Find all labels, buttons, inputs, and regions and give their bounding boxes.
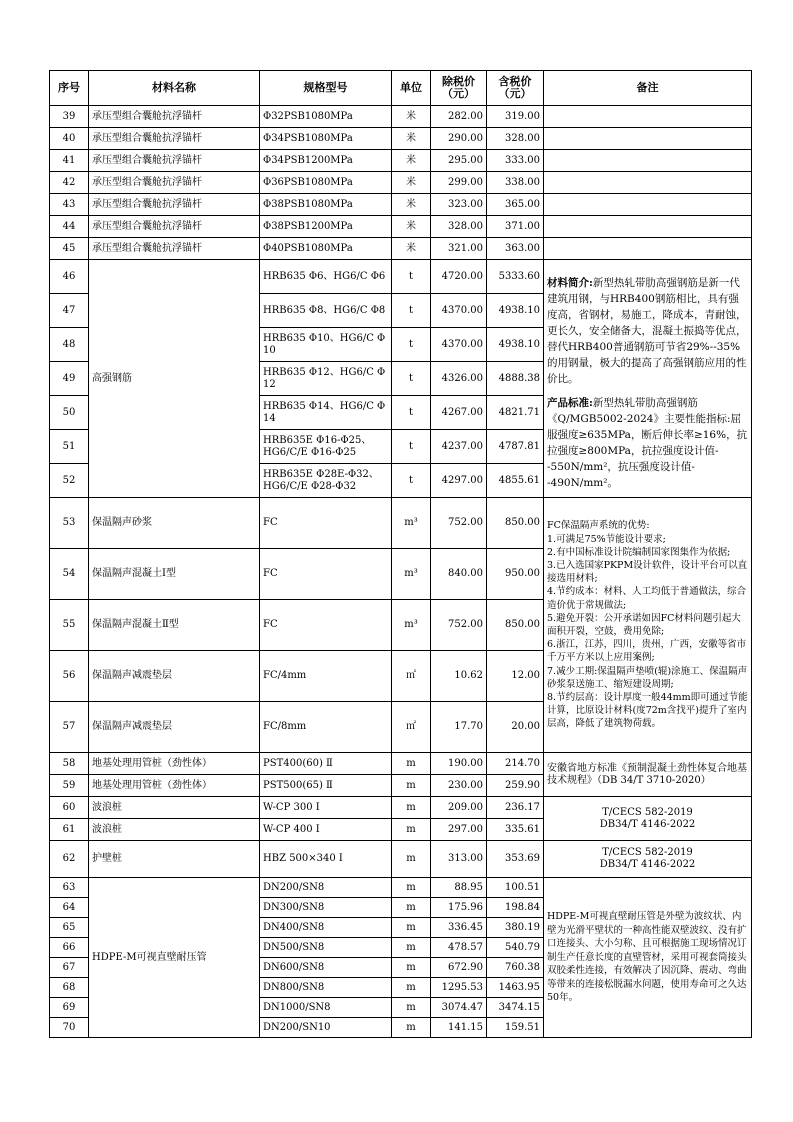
unit-cell: m	[392, 753, 431, 775]
spec-cell: Φ36PSB1080MPa	[260, 172, 392, 194]
row-no: 67	[50, 958, 89, 978]
price-in-cell: 335.61	[487, 819, 544, 841]
spec-line: HRB635E Φ16-Φ25、	[263, 434, 372, 446]
price-in-cell: 319.00	[487, 106, 544, 128]
price-ex-cell: 88.95	[431, 878, 487, 898]
unit-cell: 米	[392, 172, 431, 194]
price-ex-cell: 17.70	[431, 702, 487, 753]
row-no: 56	[50, 651, 89, 702]
row-no: 40	[50, 128, 89, 150]
wave-note-line: T/CECS 582-2019	[602, 806, 693, 818]
steel-std-text: 新型热轧带肋高强钢筋《Q/MGB5002-2024》主要性能指标:屈服强度≥635MPa，断后伸长率≥16%，抗拉强度≥800MPa，抗拉强度设计值--550N/mm²，抗压强度设计值--490N/mm²。	[547, 396, 748, 489]
price-in-cell: 850.00	[487, 498, 544, 549]
material-name-steel: 高强钢筋	[89, 260, 260, 498]
row-no: 43	[50, 194, 89, 216]
spec-cell	[260, 294, 392, 328]
spec-cell: Φ34PSB1080MPa	[260, 128, 392, 150]
spec-cell: Φ40PSB1080MPa	[260, 238, 392, 260]
row-no: 45	[50, 238, 89, 260]
unit-cell: m	[392, 819, 431, 841]
price-ex-cell: 190.00	[431, 753, 487, 775]
unit-cell: m	[392, 958, 431, 978]
unit-cell: t	[392, 362, 431, 396]
row-no: 54	[50, 549, 89, 600]
price-ex-cell: 328.00	[431, 216, 487, 238]
price-in-cell: 159.51	[487, 1018, 544, 1038]
table-row	[50, 150, 752, 172]
row-no: 49	[50, 362, 89, 396]
table-row	[50, 878, 752, 898]
price-ex-cell: 313.00	[431, 841, 487, 878]
unit-cell: ㎡	[392, 651, 431, 702]
table-row	[50, 841, 752, 878]
unit-cell: 米	[392, 216, 431, 238]
spec-line: HRB635 Φ8、HG6/C Φ8	[263, 304, 386, 316]
spec-cell: DN300/SN8	[260, 898, 392, 918]
row-no: 68	[50, 978, 89, 998]
spec-cell: PST400(60) Ⅱ	[260, 753, 392, 775]
spec-cell	[260, 396, 392, 430]
spec-cell: FC/4mm	[260, 651, 392, 702]
price-in-cell: 4787.81	[487, 430, 544, 464]
spec-line: HRB635 Φ14、HG6/C Φ	[263, 400, 386, 412]
row-no: 47	[50, 294, 89, 328]
fc-note-line: 4.节约成本：材料、人工均低于普通做法，综合造价优于常规做法;	[547, 586, 747, 611]
material-name: 保温隔声砂浆	[89, 498, 260, 549]
spec-line: HRB635E Φ28E-Φ32、	[263, 468, 379, 480]
price-in-cell: 4855.61	[487, 464, 544, 498]
spec-cell: DN600/SN8	[260, 958, 392, 978]
header-name: 材料名称	[89, 71, 260, 106]
row-no: 66	[50, 938, 89, 958]
fc-note-line: 2.有中国标准设计院编制国家图集作为依据;	[547, 546, 731, 558]
price-in-cell: 214.70	[487, 753, 544, 775]
guard-note-line: DB34/T 4146-2022	[599, 859, 696, 870]
header-price-ex: 除税价 （元）	[431, 71, 487, 106]
price-ex-cell: 321.00	[431, 238, 487, 260]
price-in-cell: 259.90	[487, 775, 544, 797]
price-in-cell: 333.00	[487, 150, 544, 172]
unit-cell: m	[392, 878, 431, 898]
spec-line: 14	[263, 412, 276, 424]
spec-cell: Φ32PSB1080MPa	[260, 106, 392, 128]
material-name: 护壁桩	[89, 841, 260, 878]
spec-cell: PST500(65) Ⅱ	[260, 775, 392, 797]
price-ex-cell: 141.15	[431, 1018, 487, 1038]
price-in-cell: 338.00	[487, 172, 544, 194]
wave-note-line: DB34/T 4146-2022	[599, 818, 696, 830]
wave-note	[544, 797, 752, 841]
row-no: 57	[50, 702, 89, 753]
steel-std-label: 产品标准:	[547, 396, 593, 409]
header-unit: 单位	[392, 71, 431, 106]
material-name: 保温隔声减震垫层	[89, 651, 260, 702]
price-in-cell: 380.19	[487, 918, 544, 938]
price-ex-cell: 295.00	[431, 150, 487, 172]
spec-cell: DN500/SN8	[260, 938, 392, 958]
price-in-cell: 3474.15	[487, 998, 544, 1018]
price-ex-cell: 4370.00	[431, 328, 487, 362]
row-no: 51	[50, 430, 89, 464]
price-ex-cell: 4326.00	[431, 362, 487, 396]
spec-cell: W-CP 400 Ⅰ	[260, 819, 392, 841]
price-in-cell: 4821.71	[487, 396, 544, 430]
row-no: 63	[50, 878, 89, 898]
price-in-cell: 950.00	[487, 549, 544, 600]
material-name: 承压型组合囊舱抗浮锚杆	[89, 194, 260, 216]
spec-line: HG6/C/E Φ16-Φ25	[263, 446, 357, 458]
steel-intro	[547, 275, 748, 387]
material-name: 保温隔声减震垫层	[89, 702, 260, 753]
spec-line: HRB635 Φ6、HG6/C Φ6	[263, 270, 386, 282]
table-row	[50, 128, 752, 150]
price-ex-cell: 290.00	[431, 128, 487, 150]
table-row	[50, 194, 752, 216]
header-spec: 规格型号	[260, 71, 392, 106]
header-seq: 序号	[50, 71, 89, 106]
row-no: 39	[50, 106, 89, 128]
unit-cell: 米	[392, 150, 431, 172]
guard-note-line: T/CECS 582-2019	[602, 847, 693, 858]
unit-cell: 米	[392, 106, 431, 128]
steel-intro-text: 新型热轧带肋高强钢筋是新一代建筑用钢，与HRB400钢筋相比，具有强度高，省钢材，易施工，降成本，青耐蚀，更长久，安全储备大，混凝土振捣等优点，替代HRB400普通钢筋可节省29%--35%的用钢量，极大的提高了高强钢筋应用的性价比。	[547, 276, 747, 385]
table-row	[50, 753, 752, 775]
row-no: 41	[50, 150, 89, 172]
unit-cell: m	[392, 898, 431, 918]
spec-line: HRB635 Φ10、HG6/C Φ	[263, 332, 386, 344]
row-no: 60	[50, 797, 89, 819]
material-name: 保温隔声混凝土Ⅰ型	[89, 549, 260, 600]
material-name-hdpe: HDPE-M可视直壁耐压管	[89, 878, 260, 1038]
row-no: 50	[50, 396, 89, 430]
price-table	[49, 70, 752, 1038]
material-name: 承压型组合囊舱抗浮锚杆	[89, 128, 260, 150]
unit-cell: m³	[392, 549, 431, 600]
remark-cell	[544, 238, 752, 260]
spec-line: 12	[263, 378, 276, 390]
unit-cell: m³	[392, 600, 431, 651]
spec-cell: DN400/SN8	[260, 918, 392, 938]
table-row	[50, 498, 752, 549]
row-no: 44	[50, 216, 89, 238]
row-no: 53	[50, 498, 89, 549]
unit-cell: 米	[392, 238, 431, 260]
price-ex-cell: 1295.53	[431, 978, 487, 998]
price-ex-cell: 10.62	[431, 651, 487, 702]
table-row	[50, 238, 752, 260]
spec-cell: FC	[260, 549, 392, 600]
unit-cell: m³	[392, 498, 431, 549]
table-row	[50, 106, 752, 128]
price-ex-cell: 3074.47	[431, 998, 487, 1018]
spec-cell: DN1000/SN8	[260, 998, 392, 1018]
row-no: 70	[50, 1018, 89, 1038]
spec-cell: DN800/SN8	[260, 978, 392, 998]
price-in-cell: 4938.10	[487, 328, 544, 362]
fc-note-line: 3.已入选国家PKPM设计软件，设计平台可以直接选用材料;	[547, 559, 748, 585]
material-name: 地基处理用管桩（劲性体）	[89, 775, 260, 797]
price-ex-cell: 4237.00	[431, 430, 487, 464]
spec-cell	[260, 260, 392, 294]
material-name: 承压型组合囊舱抗浮锚杆	[89, 172, 260, 194]
spec-cell: Φ38PSB1200MPa	[260, 216, 392, 238]
remark-cell	[544, 106, 752, 128]
header-row	[50, 71, 752, 106]
remark-cell	[544, 216, 752, 238]
material-name: 波浪桩	[89, 797, 260, 819]
unit-cell: t	[392, 260, 431, 294]
fc-note-line: 1.可满足75%节能设计要求;	[547, 533, 666, 545]
fc-note-line: 6.浙江，江苏，四川，贵州，广西，安徽等省市千万平方米以上应用案例;	[547, 639, 747, 664]
price-in-cell: 236.17	[487, 797, 544, 819]
price-ex-cell: 323.00	[431, 194, 487, 216]
table-body	[50, 106, 752, 1038]
row-no: 69	[50, 998, 89, 1018]
unit-cell: m	[392, 978, 431, 998]
price-ex-cell: 840.00	[431, 549, 487, 600]
price-in-cell: 363.00	[487, 238, 544, 260]
spec-cell: Φ34PSB1200MPa	[260, 150, 392, 172]
unit-cell: m	[392, 998, 431, 1018]
spec-line: HRB635 Φ12、HG6/C Φ	[263, 366, 386, 378]
price-in-cell: 100.51	[487, 878, 544, 898]
steel-intro-label: 材料简介:	[547, 276, 593, 289]
spec-cell	[260, 464, 392, 498]
price-in-cell: 198.84	[487, 898, 544, 918]
header-price-in: 含税价 （元）	[487, 71, 544, 106]
table-row	[50, 260, 752, 294]
spec-line: HG6/C/E Φ28-Φ32	[263, 480, 357, 492]
header-remark: 备注	[544, 71, 752, 106]
unit-cell: m	[392, 938, 431, 958]
row-no: 64	[50, 898, 89, 918]
pile-note: 安徽省地方标准《预制混凝土劲性体复合地基技术规程》（DB 34/T 3710-2020）	[544, 753, 752, 797]
row-no: 55	[50, 600, 89, 651]
price-in-cell: 365.00	[487, 194, 544, 216]
price-in-cell: 850.00	[487, 600, 544, 651]
price-ex-cell: 282.00	[431, 106, 487, 128]
price-in-cell: 1463.95	[487, 978, 544, 998]
row-no: 48	[50, 328, 89, 362]
row-no: 65	[50, 918, 89, 938]
row-no: 52	[50, 464, 89, 498]
fc-note-line: 7.减少工期:保温隔声垫喷(辊)涂施工、保温隔声砂浆泵送施工、缩短建设周期;	[547, 665, 748, 690]
steel-standard	[547, 395, 748, 491]
row-no: 61	[50, 819, 89, 841]
unit-cell: m	[392, 1018, 431, 1038]
unit-cell: m	[392, 841, 431, 878]
fc-note	[544, 498, 752, 753]
row-no: 58	[50, 753, 89, 775]
price-ex-cell: 4267.00	[431, 396, 487, 430]
spec-cell	[260, 362, 392, 396]
fc-note-line: FC保温隔声系统的优势:	[547, 520, 650, 532]
price-in-cell: 328.00	[487, 128, 544, 150]
price-in-cell: 5333.60	[487, 260, 544, 294]
price-ex-cell: 4720.00	[431, 260, 487, 294]
material-name: 承压型组合囊舱抗浮锚杆	[89, 150, 260, 172]
table-row	[50, 216, 752, 238]
price-in-cell: 353.69	[487, 841, 544, 878]
unit-cell: t	[392, 464, 431, 498]
price-ex-cell: 752.00	[431, 600, 487, 651]
unit-cell: t	[392, 396, 431, 430]
remark-cell	[544, 194, 752, 216]
remark-cell	[544, 172, 752, 194]
material-name: 波浪桩	[89, 819, 260, 841]
hdpe-note: HDPE-M可视直壁耐压管是外壁为波纹状、内壁为光滑平壁状的一种高性能双壁波纹、没有扩口连接头、大小匀称、且可根据施工现场情况订制生产任意长度的直壁管材，采用可视套筒接头双胶柔性连接，有效解决了因沉降、震动、弯曲等带来的连接松脱漏水问题，使用寿命可之久达50年。	[544, 878, 752, 1038]
price-ex-cell: 209.00	[431, 797, 487, 819]
unit-cell: m	[392, 797, 431, 819]
spec-cell: Φ38PSB1080MPa	[260, 194, 392, 216]
spec-cell: FC	[260, 498, 392, 549]
price-in-cell: 371.00	[487, 216, 544, 238]
material-name: 地基处理用管桩（劲性体）	[89, 753, 260, 775]
material-name: 承压型组合囊舱抗浮锚杆	[89, 106, 260, 128]
row-no: 46	[50, 260, 89, 294]
remark-cell	[544, 150, 752, 172]
spec-cell: HBZ 500×340 Ⅰ	[260, 841, 392, 878]
spec-cell: DN200/SN10	[260, 1018, 392, 1038]
unit-cell: m	[392, 775, 431, 797]
price-in-cell: 4888.38	[487, 362, 544, 396]
material-name: 承压型组合囊舱抗浮锚杆	[89, 216, 260, 238]
spec-cell: DN200/SN8	[260, 878, 392, 898]
unit-cell: t	[392, 294, 431, 328]
material-name: 保温隔声混凝土Ⅱ型	[89, 600, 260, 651]
unit-cell: ㎡	[392, 702, 431, 753]
price-ex-cell: 297.00	[431, 819, 487, 841]
guard-note	[544, 841, 752, 878]
price-ex-cell: 4297.00	[431, 464, 487, 498]
table-row	[50, 797, 752, 819]
unit-cell: 米	[392, 128, 431, 150]
price-ex-cell: 336.45	[431, 918, 487, 938]
spec-cell	[260, 430, 392, 464]
fc-note-line: 8.节约层高：设计厚度一般44mm即可通过节能计算，比原设计材料(度72m含找平)提升了室内层高，降低了建筑物荷载。	[547, 692, 748, 730]
price-in-cell: 12.00	[487, 651, 544, 702]
price-in-cell: 20.00	[487, 702, 544, 753]
unit-cell: t	[392, 328, 431, 362]
row-no: 59	[50, 775, 89, 797]
price-ex-cell: 4370.00	[431, 294, 487, 328]
fc-note-line: 5.避免开裂：公开承诺如因FC材料问题引起大面积开裂，空鼓，费用免除;	[547, 612, 741, 637]
price-ex-cell: 230.00	[431, 775, 487, 797]
unit-cell: 米	[392, 194, 431, 216]
spec-cell	[260, 328, 392, 362]
remark-cell	[544, 128, 752, 150]
price-ex-cell: 299.00	[431, 172, 487, 194]
price-in-cell: 4938.10	[487, 294, 544, 328]
price-ex-cell: 672.90	[431, 958, 487, 978]
table-row	[50, 172, 752, 194]
price-in-cell: 540.79	[487, 938, 544, 958]
price-ex-cell: 478.57	[431, 938, 487, 958]
steel-note	[544, 260, 752, 498]
spec-cell: W-CP 300 Ⅰ	[260, 797, 392, 819]
unit-cell: t	[392, 430, 431, 464]
price-ex-cell: 752.00	[431, 498, 487, 549]
row-no: 62	[50, 841, 89, 878]
material-name: 承压型组合囊舱抗浮锚杆	[89, 238, 260, 260]
row-no: 42	[50, 172, 89, 194]
price-in-cell: 760.38	[487, 958, 544, 978]
spec-cell: FC	[260, 600, 392, 651]
spec-cell: FC/8mm	[260, 702, 392, 753]
spec-line: 10	[263, 344, 276, 356]
price-ex-cell: 175.96	[431, 898, 487, 918]
unit-cell: m	[392, 918, 431, 938]
